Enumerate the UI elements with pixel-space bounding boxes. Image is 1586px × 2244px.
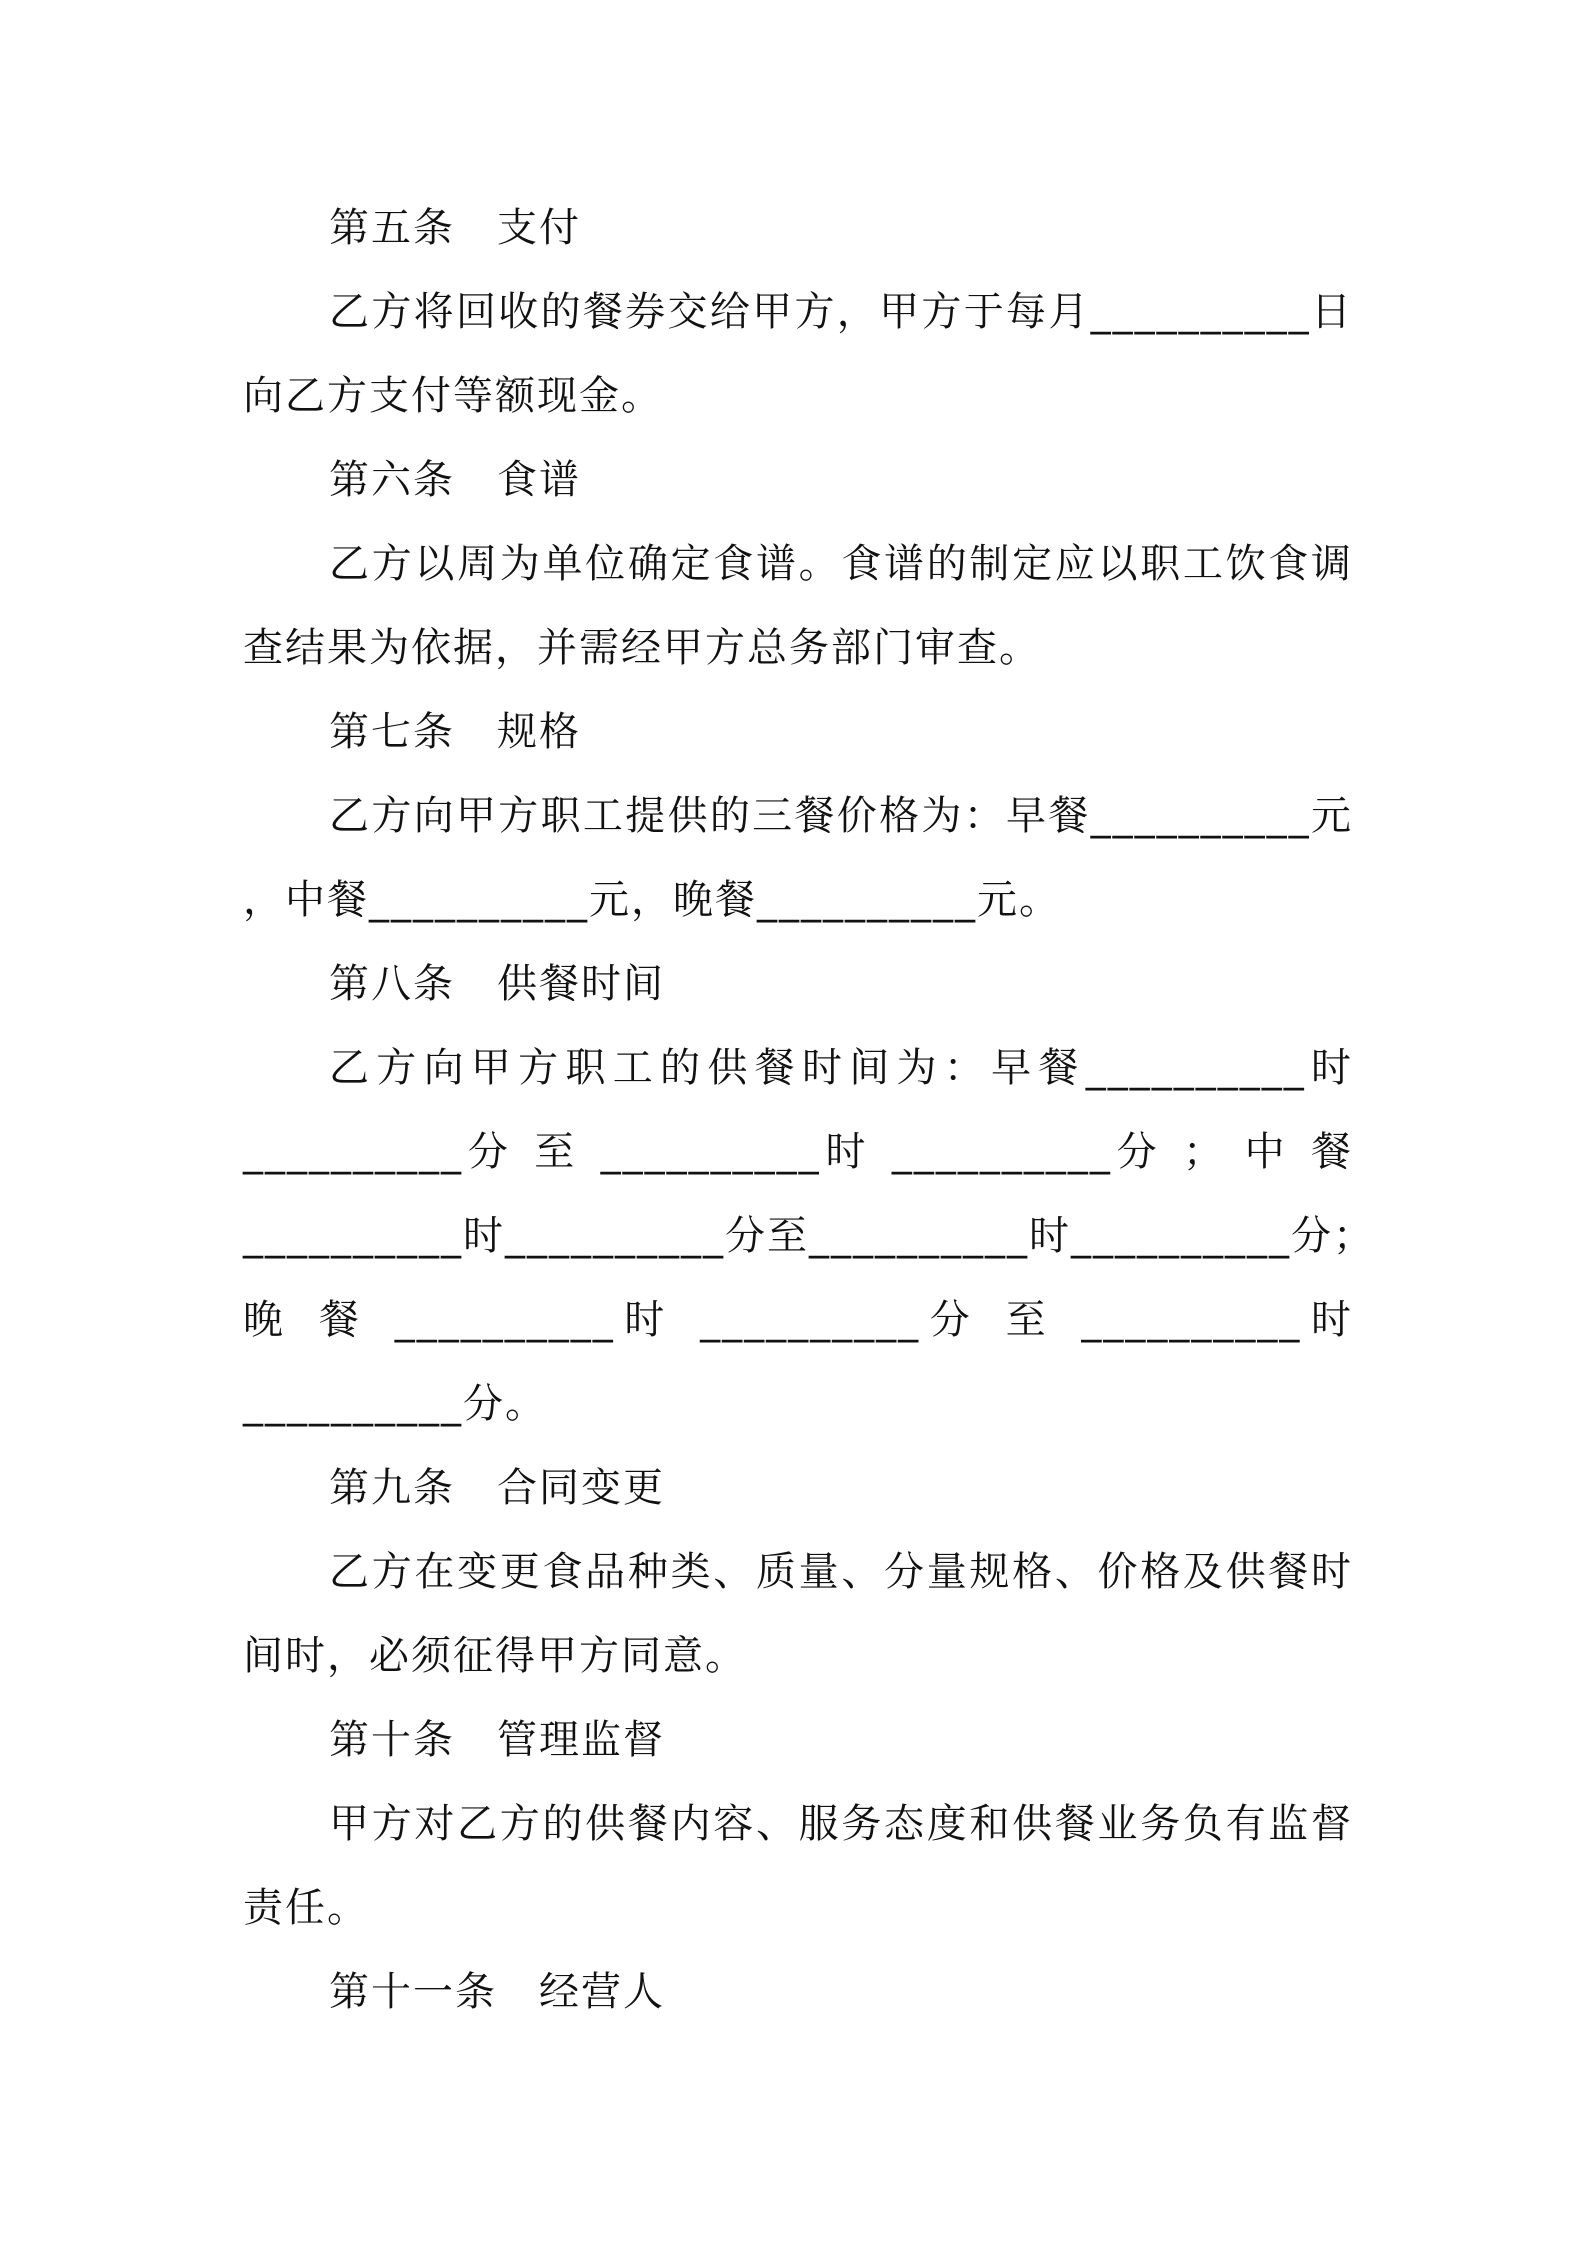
article-7-heading: 第七条 规格	[329, 709, 581, 755]
article-8-text-line-2: __________分 至 __________时 __________分 ； 中 餐	[243, 1129, 1353, 1175]
article-8-text-line-1: 乙方向甲方职工的供餐时间为：早餐__________时	[329, 1045, 1353, 1091]
article-9-heading: 第九条 合同变更	[329, 1465, 665, 1511]
article-6-text-line-1: 乙方以周为单位确定食谱。食谱的制定应以职工饮食调	[329, 541, 1353, 587]
article-7-text-line-2: ，中餐__________元，晚餐__________元。	[243, 877, 1061, 923]
article-8-heading: 第八条 供餐时间	[329, 961, 665, 1007]
article-7-text-line-1: 乙方向甲方职工提供的三餐价格为：早餐__________元	[329, 793, 1353, 839]
article-9-text-line-1: 乙方在变更食品种类、质量、分量规格、价格及供餐时	[329, 1549, 1353, 1595]
article-9-text-line-2: 间时，必须征得甲方同意。	[243, 1633, 747, 1679]
article-6-heading: 第六条 食谱	[329, 457, 581, 503]
article-6-text-line-2: 查结果为依据，并需经甲方总务部门审查。	[243, 625, 1041, 671]
article-5-heading: 第五条 支付	[329, 205, 581, 251]
article-5-text-line-2: 向乙方支付等额现金。	[243, 373, 663, 419]
article-10-heading: 第十条 管理监督	[329, 1717, 665, 1763]
article-8-text-line-5: __________分。	[243, 1381, 547, 1427]
article-8-text-line-4: 晚 餐 __________时 __________分 至 __________时	[243, 1297, 1353, 1343]
article-10-text-line-2: 责任。	[243, 1885, 369, 1931]
article-8-text-line-3: __________时__________分至__________时__________分；	[243, 1213, 1375, 1259]
article-5-text-line-1: 乙方将回收的餐券交给甲方，甲方于每月__________日	[329, 289, 1353, 335]
article-11-heading: 第十一条 经营人	[329, 1969, 665, 2015]
article-10-text-line-1: 甲方对乙方的供餐内容、服务态度和供餐业务负有监督	[329, 1801, 1353, 1847]
